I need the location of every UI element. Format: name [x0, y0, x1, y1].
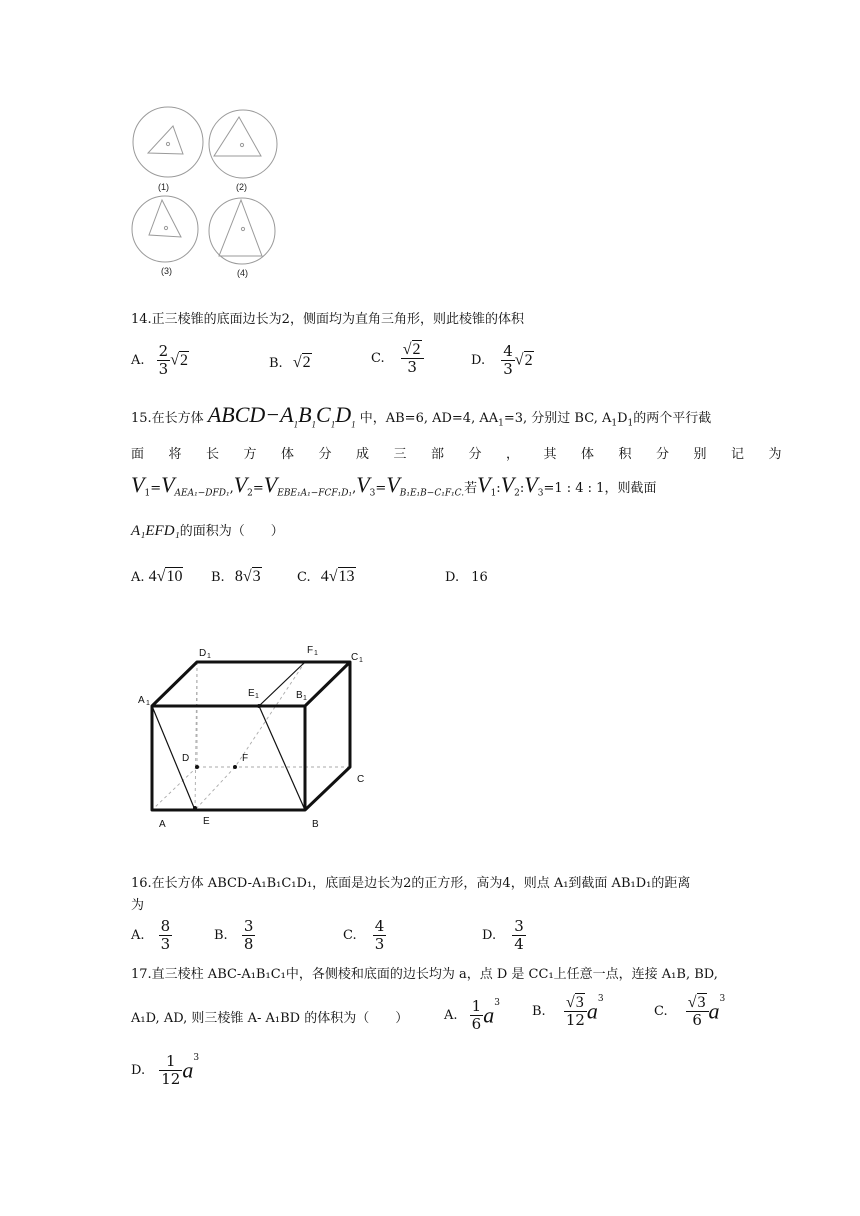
q15-text: ，则截面 [604, 481, 657, 496]
exponent: 3 [597, 994, 604, 1004]
vertex-label-a1: A [138, 695, 145, 706]
exponent: 3 [494, 998, 500, 1008]
solid-part: D [335, 402, 352, 427]
vertex-label-f1-sub: 1 [314, 650, 318, 657]
question-15-line-3: $V_1=V_{AEA_1-DFD_1},V_2=V_{EBE_1A_1-FCF_1D_1},V_3=V_{B_1E_1B-C_1F_1C.}$若$V_1:V_2:V_3=1$ : 4 : 1，则截面 [131, 472, 657, 499]
q17-option-a [444, 998, 500, 1033]
subscript: 3 [369, 488, 376, 499]
q17-option-d [131, 1053, 199, 1088]
figure-label-1: (1) [158, 182, 169, 192]
numerator: 3 [243, 917, 254, 935]
q15-option-a [131, 568, 183, 586]
q14-option-c [371, 341, 424, 376]
option-letter: B. [532, 1004, 546, 1019]
denominator: 3 [374, 935, 385, 953]
variable-a: a [708, 998, 720, 1024]
variable-a: a [586, 998, 598, 1024]
subscript: 2 [514, 488, 520, 499]
subscript: 2 [247, 488, 253, 499]
numerator: 4 [503, 342, 513, 360]
option-letter: C. [371, 351, 385, 366]
option-letter: C. [343, 928, 357, 943]
solid-part: C [316, 402, 331, 427]
option-letter: D. [131, 1063, 146, 1078]
radicand: 2 [412, 341, 421, 358]
denominator: 12 [161, 1070, 181, 1088]
fraction [470, 998, 484, 1033]
v: V [161, 472, 175, 497]
denominator: 3 [158, 360, 169, 378]
solid-subscript: EBE₁A₁−FCF₁D₁ [277, 488, 353, 499]
q16-option-a [131, 918, 172, 953]
option-letter: A. [444, 1008, 458, 1023]
vertex-label-b1: B [296, 690, 303, 701]
subscript: 1 [498, 418, 504, 429]
denominator: 4 [514, 935, 524, 953]
vertex-label-f: F [242, 753, 249, 764]
vertex-label-a1-sub: 1 [146, 700, 150, 707]
numerator: 2 [158, 342, 169, 360]
numerator: 1 [159, 1053, 182, 1071]
v: V [263, 472, 278, 497]
vertex-label-b1-sub: 1 [303, 695, 307, 702]
exponent: 3 [193, 1053, 200, 1063]
q16-option-c [343, 918, 386, 953]
fraction [564, 994, 587, 1029]
radicand: 2 [302, 354, 311, 371]
sqrt: √2 [514, 351, 533, 369]
numerator: 1 [471, 997, 482, 1015]
q15-option-d [445, 570, 488, 585]
coefficient: 4 [148, 568, 157, 585]
option-letter: C. [297, 570, 311, 585]
fraction [159, 1053, 182, 1088]
equals: = [252, 481, 264, 496]
option-letter: D. [445, 570, 460, 585]
solid-part: B [298, 402, 312, 427]
vertex-label-c1-sub: 1 [359, 657, 363, 664]
vertex-label-c: C [357, 774, 365, 785]
option-letter: A. [131, 928, 145, 943]
subscript: 1 [144, 488, 151, 499]
question-17-line-2: A₁D, AD, 则三棱锥 A- A₁BD 的体积为（ ） [131, 1011, 409, 1026]
q15-prefix: 15.在长方体 [131, 411, 204, 426]
equals: = [150, 481, 162, 496]
q14-option-d [471, 343, 534, 378]
radicand: 2 [180, 351, 188, 369]
coef-sqrt: 4√13 [320, 568, 355, 585]
fraction [242, 918, 256, 953]
ruo: 若 [464, 481, 478, 496]
subscript: 1 [611, 418, 618, 429]
fraction [512, 918, 526, 953]
v: V [356, 472, 370, 497]
denominator: 8 [243, 935, 254, 953]
q17-option-b [532, 994, 604, 1029]
question-15-line-1 [131, 402, 712, 433]
radicand: 3 [575, 994, 584, 1011]
denominator: 12 [565, 1011, 585, 1029]
subscript: 1 [627, 418, 634, 429]
colon: : [496, 481, 501, 496]
radicand: 3 [252, 568, 261, 585]
subscript: 1 [311, 419, 317, 430]
question-17-line-1: 17.直三棱柱 ABC-A₁B₁C₁中，各侧棱和底面的边长均为 a，点 D 是 CC₁上任意一点，连接 A₁B, BD, [131, 967, 718, 982]
circle-triangle-figure [125, 104, 285, 284]
figure-label-3: (3) [161, 266, 172, 276]
coef-sqrt: 4√10 [148, 568, 183, 585]
equals: = [375, 481, 387, 496]
option-letter: B. [214, 928, 228, 943]
q15-text: 中，AB=6, AD=4, AA [359, 411, 499, 426]
variable-a: a [182, 1057, 194, 1083]
denominator: 3 [160, 935, 171, 953]
v: V [477, 472, 491, 497]
v: V [386, 472, 400, 497]
vertex-label-e1-sub: 1 [255, 693, 259, 700]
section-name: A₁EFD₁ [131, 523, 180, 539]
question-15-line-2: 面将长方体分成三部分，其体积分别记为 [131, 447, 807, 462]
v: V [131, 472, 145, 497]
q14-option-a [131, 343, 189, 378]
radicand: 10 [166, 568, 183, 585]
q14-option-b [269, 354, 312, 372]
q15-text: D [617, 411, 628, 426]
denominator: 3 [503, 360, 513, 378]
q17-option-c [654, 994, 725, 1029]
cuboid-figure [130, 640, 380, 835]
exponent: 3 [719, 994, 726, 1004]
q15-text: 的面积为（ ） [179, 524, 284, 539]
fraction [401, 341, 424, 376]
numerator: 3 [514, 917, 524, 935]
question-16-line-2: 为 [131, 898, 145, 913]
fraction [686, 994, 709, 1029]
denominator: 3 [407, 358, 417, 376]
q16-option-b [214, 918, 255, 953]
figure-label-2: (2) [236, 182, 247, 192]
option-value: 16 [471, 570, 488, 585]
fraction [501, 343, 515, 378]
vertex-label-f1: F [307, 645, 314, 656]
sqrt: √2 [292, 354, 311, 371]
option-letter: D. [471, 353, 486, 368]
v: V [500, 472, 515, 497]
numerator: √3 [564, 994, 587, 1012]
option-letter: D. [482, 928, 497, 943]
q15-text: 的两个平行截 [633, 411, 712, 426]
subscript: 1 [490, 488, 497, 499]
ratio: =1 : 4 : 1 [543, 481, 605, 496]
radicand: 2 [524, 351, 533, 369]
denominator: 6 [471, 1015, 482, 1033]
solid-subscript: B₁E₁B−C₁F₁C. [399, 488, 465, 499]
radicand: 3 [697, 994, 706, 1011]
coefficient: 4 [320, 568, 329, 585]
q15-text: =3, 分别过 BC, A [503, 411, 612, 426]
subscript: 1 [351, 419, 356, 430]
solid-name [207, 402, 356, 430]
option-letter: C. [654, 1004, 668, 1019]
sqrt: √2 [170, 351, 188, 369]
option-letter: B. [211, 570, 225, 585]
numerator: √2 [401, 341, 424, 359]
v: V [524, 472, 538, 497]
vertex-label-e1: E [248, 688, 255, 699]
solid-part: ABCD−A [207, 402, 294, 427]
fraction [159, 918, 173, 953]
variable-a: a [483, 1002, 495, 1028]
vertex-label-b: B [312, 819, 319, 830]
vertex-label-d1: D [199, 648, 207, 659]
option-letter: A. [131, 570, 145, 585]
q15-option-c [297, 568, 356, 586]
vertex-label-e: E [203, 816, 210, 827]
question-15-line-4 [131, 522, 284, 541]
radicand: 13 [338, 568, 355, 585]
figure-label-4: (4) [237, 268, 248, 278]
option-letter: B. [269, 356, 283, 371]
vertex-label-a: A [159, 819, 166, 830]
colon: : [519, 481, 525, 496]
subscript: 3 [537, 488, 544, 499]
vertex-label-d: D [182, 753, 190, 764]
denominator: 6 [692, 1011, 702, 1029]
fraction [373, 918, 387, 953]
option-letter: A. [131, 353, 145, 368]
subscript: 1 [293, 419, 299, 430]
question-16-line-1: 16.在长方体 ABCD-A₁B₁C₁D₁，底面是边长为2的正方形，高为4，则点 A₁到截面 AB₁D₁的距离 [131, 876, 691, 891]
numerator: 4 [374, 917, 385, 935]
numerator: √3 [686, 994, 709, 1012]
vertex-label-d1-sub: 1 [207, 653, 211, 660]
v: V [233, 472, 248, 497]
coefficient: 8 [234, 568, 243, 585]
solid-subscript: AEA₁−DFD₁ [174, 488, 230, 499]
numerator: 8 [160, 917, 171, 935]
vertex-label-c1: C [351, 652, 359, 663]
q15-option-b [211, 568, 262, 586]
q16-option-d [482, 918, 526, 953]
coef-sqrt: 8√3 [234, 568, 261, 585]
fraction [157, 343, 171, 378]
question-14-stem: 14.正三棱锥的底面边长为2，侧面均为直角三角形，则此棱锥的体积 [131, 312, 524, 327]
subscript: 1 [330, 419, 336, 430]
